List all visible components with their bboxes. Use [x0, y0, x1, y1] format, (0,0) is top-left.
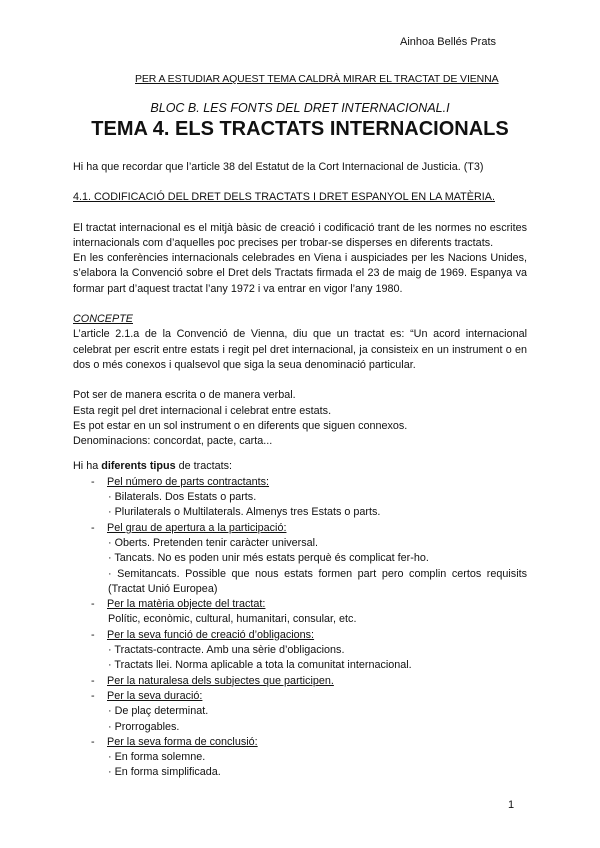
- document-body: [73, 160, 527, 781]
- list-item: - Per la seva funció de creació d’obligacions: · Tractats-contracte. Amb una sèrie d’obligacions. · Tractats llei. Norma aplicable a tota la comunitat internacional.: [73, 628, 527, 674]
- sub-item: · Bilaterals. Dos Estats o parts.: [108, 491, 257, 504]
- sub-item: · Tractats-contracte. Amb una sèrie d’obligacions.: [108, 644, 345, 657]
- list-item-label: Per la matèria objecte del tractat:: [107, 598, 266, 611]
- types-intro: Hi ha diferents tipus de tractats:: [73, 460, 233, 473]
- fact-line: Esta regit pel dret internacional i celebrat entre estats.: [73, 404, 332, 417]
- bloc-heading: BLOC B. LES FONTS DEL DRET INTERNACIONAL.I: [150, 101, 450, 115]
- fact-line: Es pot estar en un sol instrument o en diferents que siguen connexos.: [73, 419, 408, 432]
- list-item-label: Per la seva forma de conclusió:: [107, 735, 258, 748]
- intro-paragraph: Hi ha que recordar que l’article 38 del Estatut de la Cort Internacional de Justicia. (T3): [73, 161, 484, 173]
- sub-item: · Tancats. No es poden unir més estats perquè és complicat fer-ho.: [108, 552, 429, 565]
- list-item: - Pel grau de apertura a la participació: · Oberts. Pretenden tenir caràcter universal. · Tancats. No es poden unir més estats perquè és complicat fer-ho. · Semitancats. Possible que nous estats formen part pero complin certos requisits (Tractat Unió Europea): [73, 521, 527, 597]
- types-intro-bold: diferents tipus: [101, 460, 176, 473]
- study-note: PER A ESTUDIAR AQUEST TEMA CALDRÀ MIRAR EL TRACTAT DE VIENNA: [135, 73, 499, 85]
- list-item-label: Pel número de parts contractants:: [107, 475, 270, 488]
- sub-item: · Prorrogables.: [108, 720, 180, 733]
- sub-item: · Semitancats. Possible que nous estats formen part pero complin certos requisits (Tractat Unió Europea): [108, 567, 527, 595]
- concept-heading: CONCEPTE: [73, 313, 133, 326]
- paragraph-1: El tractat internacional es el mitjà bàsic de creació i codificació trant de les normes no escrites internacionals com d’aquelles poc precises per trobar-se disperses en diferents tractats.: [73, 221, 527, 249]
- page-number: 1: [508, 799, 515, 811]
- page-title: TEMA 4. ELS TRACTATS INTERNACIONALS: [91, 118, 509, 140]
- list-item: - Pel número de parts contractants: · Bilaterals. Dos Estats o parts. · Plurilaterals o Multilaterals. Almenys tres Estats o parts.: [73, 475, 527, 521]
- sub-item: · En forma solemne.: [108, 751, 206, 764]
- section-heading: 4.1. CODIFICACIÓ DEL DRET DELS TRACTATS I DRET ESPANYOL EN LA MATÈRIA.: [73, 191, 495, 204]
- author-name: Ainhoa Bellés Prats: [400, 36, 496, 48]
- sub-item: · Oberts. Pretenden tenir caràcter universal.: [108, 536, 319, 549]
- list-item-label: Per la seva funció de creació d’obligacions:: [107, 628, 315, 641]
- list-item: - Per la matèria objecte del tractat: Polític, econòmic, cultural, humanitari, consular, etc.: [73, 597, 527, 628]
- fact-line: Denominacions: concordat, pacte, carta...: [73, 435, 273, 448]
- fact-line: Pot ser de manera escrita o de manera verbal.: [73, 389, 296, 402]
- types-list: [73, 475, 527, 781]
- paragraph-2: En les conferències internacionals celebrades en Viena i auspiciades per les Nacions Unides, s’elabora la Convenció sobre el Dret dels Tractats firmada el 23 de maig de 1969. Espanya va formar part d’aquest tractat l’any 1972 i va entrar en vigor l’any 1980.: [73, 252, 527, 295]
- list-item: - Per la seva duració: · De plaç determinat. · Prorrogables.: [73, 689, 527, 735]
- list-item-label: Per la seva duració:: [107, 689, 203, 702]
- list-item-label: Per la naturalesa dels subjectes que participen.: [107, 674, 334, 687]
- sub-item: · De plaç determinat.: [108, 705, 209, 718]
- sub-item: · Tractats llei. Norma aplicable a tota la comunitat internacional.: [108, 659, 412, 672]
- list-item: - Per la naturalesa dels subjectes que participen.: [91, 674, 334, 687]
- sub-item: · En forma simplificada.: [108, 766, 221, 779]
- list-item-label: Pel grau de apertura a la participació:: [107, 521, 287, 534]
- concept-paragraph: L’article 2.1.a de la Convenció de Vienna, diu que un tractat es: “Un acord internacional celebrat per escrit entre estats i regit pel dret internacional, ja consisteix en un instrument o en dos o més conexos i qualsevol que siga la seua denominació particular.: [73, 328, 527, 371]
- list-item: - Per la seva forma de conclusió: · En forma solemne. · En forma simplificada.: [73, 735, 527, 781]
- sub-item: · Plurilaterals o Multilaterals. Almenys tres Estats o parts.: [108, 506, 381, 519]
- sub-item: Polític, econòmic, cultural, humanitari, consular, etc.: [108, 613, 357, 626]
